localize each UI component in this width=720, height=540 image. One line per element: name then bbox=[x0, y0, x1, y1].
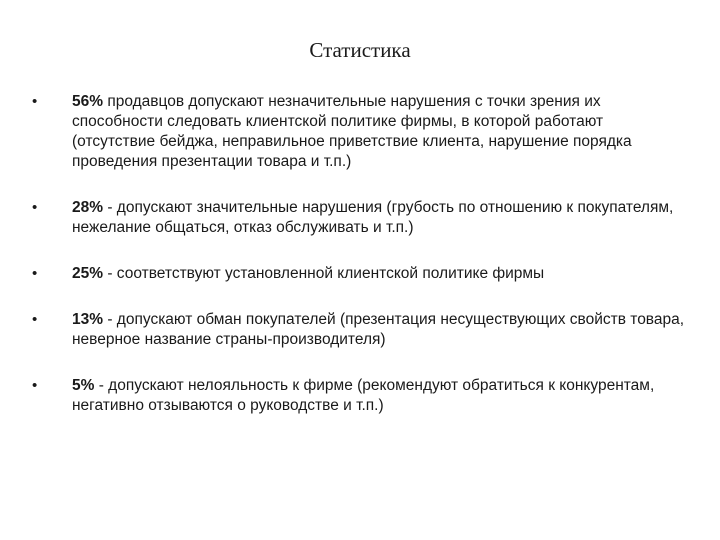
item-percent: 5% bbox=[72, 377, 95, 394]
bullet-icon: • bbox=[32, 311, 38, 328]
item-percent: 28% bbox=[72, 199, 104, 216]
item-text: - допускают значительные нарушения (грубость по отношению к покупателям, нежелание общаться, отказ обслуживать и т.п.) bbox=[72, 199, 674, 236]
bullet-icon: • bbox=[32, 265, 38, 282]
item-text: - допускают нелояльность к фирме (рекомендуют обратиться к конкурентам, негативно отзываются о руководстве и т.п.) bbox=[72, 377, 655, 414]
item-percent: 56% bbox=[72, 93, 104, 110]
slide-title: Статистика bbox=[309, 38, 411, 62]
list-item bbox=[30, 92, 690, 172]
item-text: продавцов допускают незначительные нарушения с точки зрения их способности следовать клиентской политике фирмы, в которой работают (отсутствие бейджа, неправильное приветствие клиента, нарушение порядка проведения презентации товара и т.п.) bbox=[72, 93, 632, 170]
list-item bbox=[30, 264, 690, 284]
list-item bbox=[30, 310, 690, 350]
item-percent: 13% bbox=[72, 311, 104, 328]
list-item bbox=[30, 198, 690, 238]
item-text: - допускают обман покупателей (презентация несуществующих свойств товара, неверное название страны-производителя) bbox=[72, 311, 685, 348]
item-text: - соответствуют установленной клиентской политике фирмы bbox=[103, 265, 545, 282]
item-percent: 25% bbox=[72, 265, 104, 282]
bullet-icon: • bbox=[32, 93, 38, 110]
bullet-icon: • bbox=[32, 377, 38, 394]
list-item bbox=[30, 376, 690, 416]
statistics-list bbox=[30, 92, 690, 442]
bullet-icon: • bbox=[32, 199, 38, 216]
